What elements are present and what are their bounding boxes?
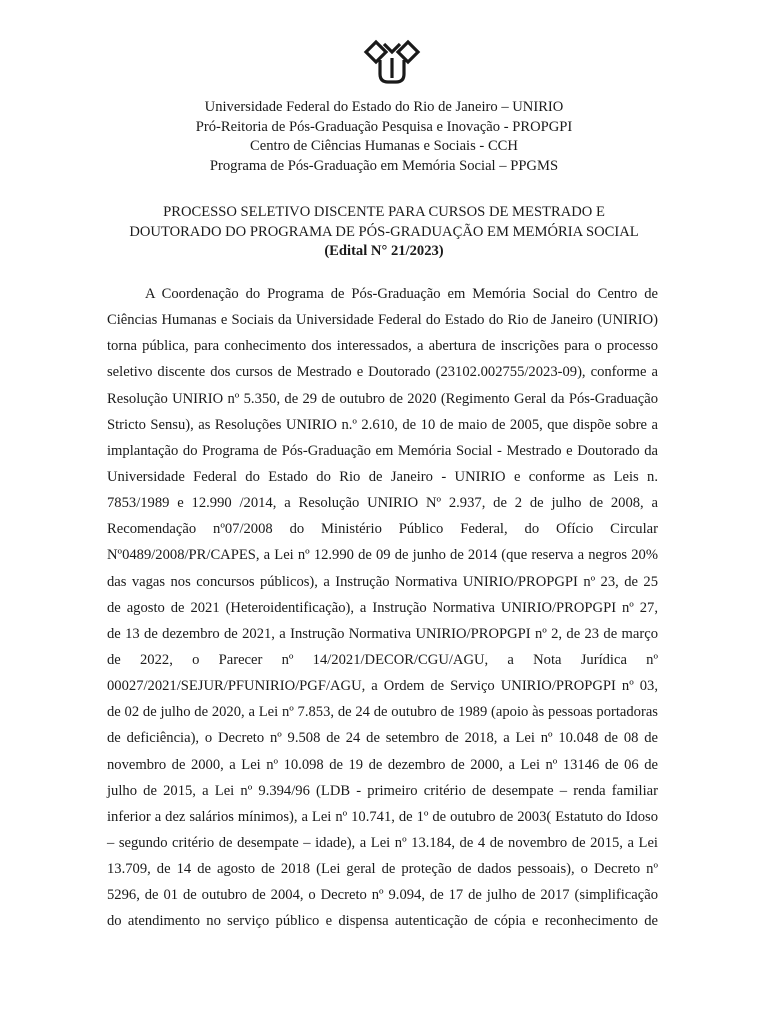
body-line: torna pública, para conhecimento dos interessados, a abertura de inscrições para o processo <box>107 338 658 355</box>
body-line: de 13 de dezembro de 2021, a Instrução Normativa UNIRIO/PROPGPI nº 2, de 23 de março <box>107 625 658 642</box>
program-name: Programa de Pós-Graduação em Memória Social – PPGMS <box>209 157 559 174</box>
body-line: de deficiência), o Decreto nº 9.508 de 24 de setembro de 2018, a Lei nº 10.048 de 08 de <box>107 730 658 747</box>
body-line: julho de 2015, a Lei nº 9.394/96 (LDB - primeiro critério de desempate – renda familiar <box>107 782 658 799</box>
body-line: Universidade Federal do Estado do Rio de Janeiro - UNIRIO e conforme as Leis n. <box>107 468 658 485</box>
body-line: inferior a dez salários mínimos), a Lei nº 10.741, de 1º de outubro de 2003( Estatuto do Idoso <box>107 808 658 825</box>
body-line: – segundo critério de desempate – idade), a Lei nº 13.184, de 4 de novembro de 2015, a Lei <box>107 834 658 851</box>
body-line: Ciências Humanas e Sociais da Universidade Federal do Estado do Rio de Janeiro (UNIRIO) <box>107 312 658 329</box>
title-line-1: PROCESSO SELETIVO DISCENTE PARA CURSOS DE MESTRADO E <box>163 204 605 220</box>
unirio-logo-icon <box>362 38 422 86</box>
document-title <box>0 203 768 262</box>
center-name: Centro de Ciências Humanas e Sociais - CCH <box>250 138 518 154</box>
body-line: 00027/2021/SEJUR/PFUNIRIO/PGF/AGU, a Ordem de Serviço UNIRIO/PROPGPI nº 03, <box>107 678 658 695</box>
body-line: Nº0489/2008/PR/CAPES, a Lei nº 12.990 de 09 de junho de 2014 (que reserva a negros 20% <box>107 547 658 564</box>
body-line: de agosto de 2021 (Heteroidentificação), a Instrução Normativa UNIRIO/PROPGPI nº 27, <box>107 599 658 616</box>
university-name: Universidade Federal do Estado do Rio de Janeiro – UNIRIO <box>204 99 564 115</box>
body-line: 13.709, de 14 de agosto de 2018 (Lei geral de proteção de dados pessoais), o Decreto nº <box>107 861 658 878</box>
body-line: do atendimento no serviço público e dispensa autenticação de cópia e reconhecimento de <box>107 913 658 930</box>
edital-number: (Edital N° 21/2023) <box>324 243 444 259</box>
body-line: Stricto Sensu), as Resoluções UNIRIO n.º 2.610, de 10 de maio de 2005, que dispõe sobre a <box>107 416 658 433</box>
body-line: novembro de 2000, a Lei nº 10.098 de 19 de dezembro de 2000, a Lei nº 13146 de 06 de <box>107 756 658 773</box>
body-line: das vagas nos concursos públicos), a Instrução Normativa UNIRIO/PROPGPI nº 23, de 25 <box>107 573 658 590</box>
institution-header <box>0 98 768 176</box>
body-line: implantação do Programa de Pós-Graduação em Memória Social - Mestrado e Doutorado da <box>107 442 658 459</box>
body-line: Recomendação nº07/2008 do Ministério Público Federal, do Ofício Circular <box>107 521 658 538</box>
body-line: de 02 de julho de 2020, a Lei nº 7.853, de 24 de outubro de 1989 (apoio às pessoas portadoras <box>107 704 658 721</box>
body-line: 7853/1989 e 12.990 /2014, a Resolução UNIRIO Nº 2.937, de 2 de julho de 2008, a <box>107 495 658 512</box>
pro-rectory-name: Pró-Reitoria de Pós-Graduação Pesquisa e Inovação - PROPGPI <box>195 118 573 135</box>
body-line: de 2022, o Parecer nº 14/2021/DECOR/CGU/AGU, a Nota Jurídica nº <box>107 651 658 668</box>
body-line: 5296, de 01 de outubro de 2004, o Decreto nº 9.094, de 17 de julho de 2017 (simplificação <box>107 887 658 904</box>
body-line: seletivo discente dos cursos de Mestrado e Doutorado (23102.002755/2023-09), conforme a <box>107 364 658 381</box>
body-line: A Coordenação do Programa de Pós-Graduação em Memória Social do Centro de <box>145 286 658 302</box>
body-line: Resolução UNIRIO nº 5.350, de 29 de outubro de 2020 (Regimento Geral da Pós-Graduação <box>107 390 658 407</box>
title-line-2: DOUTORADO DO PROGRAMA DE PÓS-GRADUAÇÃO EM MEMÓRIA SOCIAL <box>129 223 639 240</box>
body-paragraph <box>107 281 658 935</box>
